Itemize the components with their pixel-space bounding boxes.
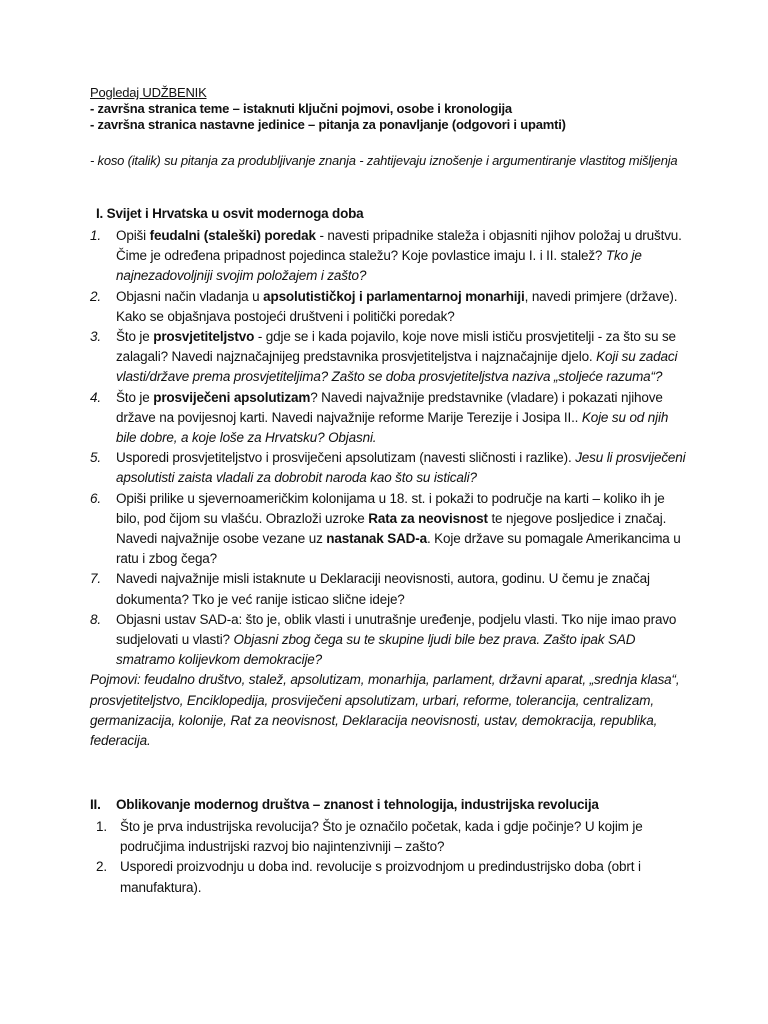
question-number: 5.	[90, 450, 101, 466]
question-number: 2.	[96, 859, 107, 875]
intro-block	[90, 85, 730, 133]
question-item: 5. Usporedi prosvjetiteljstvo i prosviječeni apsolutizam (navesti sličnosti i razlike). Jesu li prosviječeni apsolutisti zaista vladali za dobrobit naroda kao što su isticali?	[90, 450, 686, 486]
section-2-number: II.	[90, 797, 101, 812]
intro-line-1: - završna stranica teme – istaknuti ključni pojmovi, osobe i kronologija	[90, 101, 512, 116]
question-item: 2. Objasni način vladanja u apsolutističkoj i parlamentarnoj monarhiji, navedi primjere (države). Kako se objašnjava postojeći društveni i politički poredak?	[90, 288, 678, 324]
question-item: 8. Objasni ustav SAD-a: što je, oblik vlasti i unutrašnje uređenje, podjelu vlasti. Tko nije imao pravo sudjelovati u vlasti? Objasni zbog čega su te skupine ljudi bile bez prava. Zašto ipak SAD smatramo kolijevkom demokracije?	[90, 611, 677, 668]
question-item: 1. Što je prva industrijska revolucija? Što je označilo početak, kada i gdje počinje? U kojim je područjima industrijski razvoj bio najintenzivniji – zašto?	[96, 819, 643, 855]
question-item: 6. Opiši prilike u sjevernoameričkim kolonijama u 18. st. i pokaži to područje na karti – koliko ih je bilo, pod čijom su vlašću. Obrazloži uzroke Rata za neovisnost te njegove posljedice i značaj. Navedi najvažnije osobe vezane uz nastanak SAD-a. Koje države su pomagale Amerikancima u ratu i zbog čega?	[90, 490, 681, 567]
question-number: 7.	[90, 571, 101, 587]
section-1-questions	[90, 226, 690, 670]
intro-heading: Pogledaj UDŽBENIK	[90, 85, 207, 100]
question-item: 3. Što je prosvjetiteljstvo - gdje se i kada pojavilo, koje nove misli ističu prosvjetitelji - za što su se zalagali? Navedi najznačajnijeg predstavnika prosvjetiteljstva i najznačajnije djelo. Koji su zadaci vlasti/države prema prosvjetiteljima? Zašto se doba prosvjetiteljstva naziva „stoljeće razuma“?	[90, 329, 678, 385]
section-2	[90, 796, 690, 898]
question-number: 2.	[90, 288, 101, 304]
italic-note: - koso (italik) su pitanja za produbljivanje znanja - zahtijevaju iznošenje i argumentiranje vlastitog mišljenja	[90, 153, 678, 168]
question-number: 6.	[90, 490, 101, 506]
question-number: 1.	[90, 228, 101, 243]
section-1	[90, 205, 690, 751]
key-terms: Pojmovi: feudalno društvo, stalež, apsolutizam, monarhija, parlament, državni aparat, „srednja klasa“, prosvjetiteljstvo, Enciklopedija, prosviječeni apsolutizam, urbari, reforme, tolerancija, centralizam, germanizacija, kolonije, Rat za neovisnost, Deklaracija neovisnosti, ustav, demokracija, republika, federacija.	[90, 672, 680, 749]
section-2-title-text: Oblikovanje modernog društva – znanost i tehnologija, industrijska revolucija	[116, 797, 599, 812]
question-number: 8.	[90, 611, 101, 627]
question-item: 1. Opiši feudalni (staleški) poredak - navesti pripadnike staleža i objasniti njihov položaj u društvu. Čime je određena pripadnost pojedinca staležu? Koje povlastice imaju I. i II. stalež? Tko je najnezadovoljniji svojim položajem i zašto?	[90, 228, 682, 284]
question-number: 1.	[96, 819, 107, 834]
question-item: 4. Što je prosviječeni apsolutizam? Navedi najvažnije predstavnike (vladare) i pokazati njihove države na povijesnoj karti. Navedi najvažnije reforme Marije Terezije i Josipa II.. Koje su od njih bile dobre, a koje loše za Hrvatsku? Objasni.	[90, 389, 669, 446]
question-number: 3.	[90, 329, 101, 345]
question-number: 4.	[90, 389, 101, 405]
intro-line-2: - završna stranica nastavne jedinice – pitanja za ponavljanje (odgovori i upamti)	[90, 117, 566, 132]
section-1-title: I. Svijet i Hrvatska u osvit modernoga doba	[96, 206, 364, 221]
section-2-questions	[90, 817, 690, 898]
question-item: 2. Usporedi proizvodnju u doba ind. revolucije s proizvodnjom u predindustrijsko doba (obrt i manufaktura).	[96, 859, 641, 895]
section-2-title	[90, 796, 690, 814]
question-item: 7. Navedi najvažnije misli istaknute u Deklaraciji neovisnosti, autora, godinu. U čemu je značaj dokumenta? Tko je već ranije isticao slične ideje?	[90, 571, 650, 607]
